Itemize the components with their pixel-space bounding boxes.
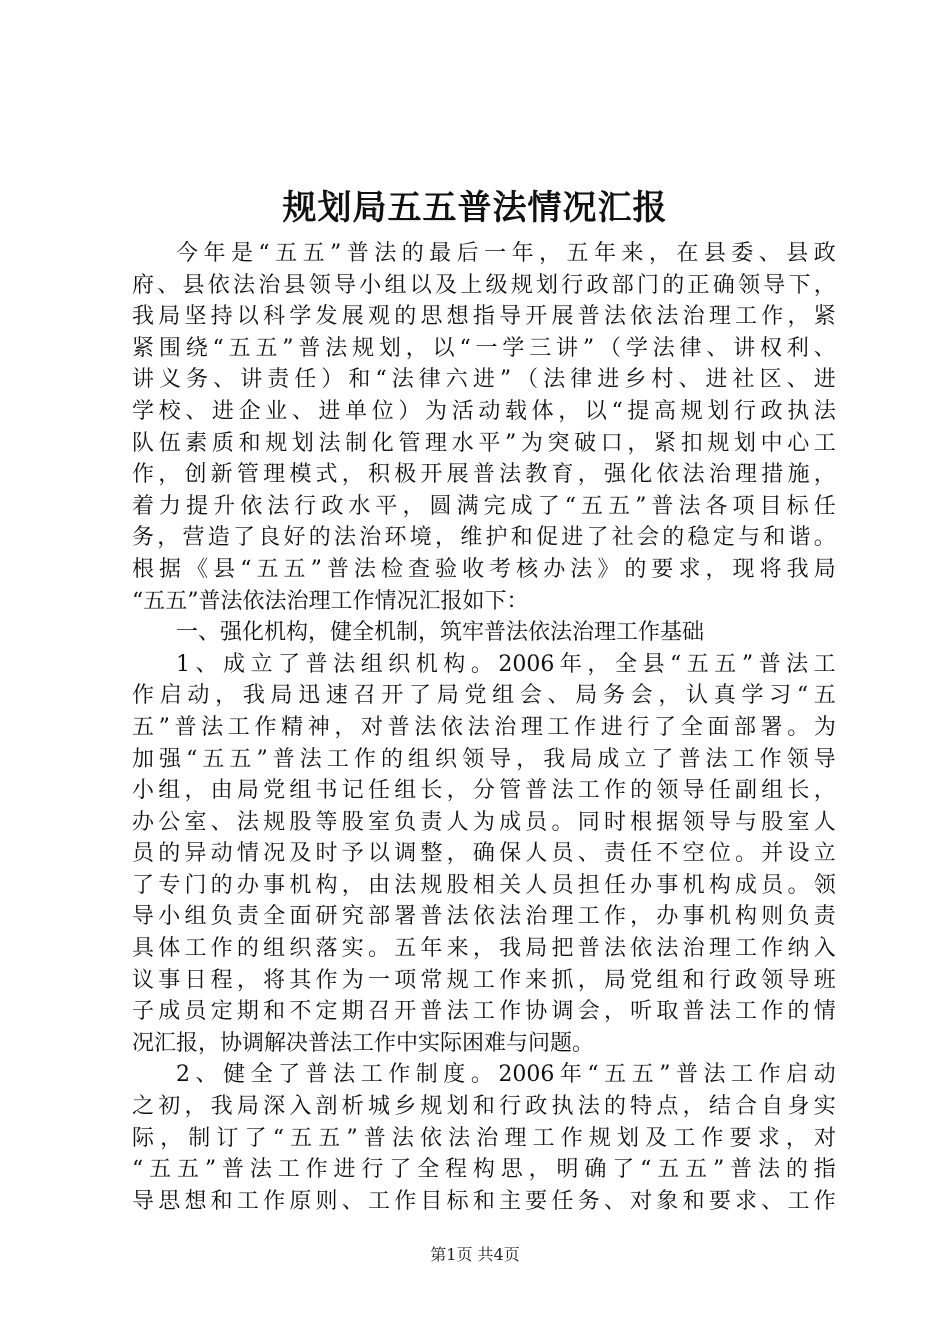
text-line: 加 强 “ 五 五 ” 普 法 工 作 的 组 织 领 导 ， 我 局 成 立 了 普 法 工 作 领 导	[132, 746, 836, 772]
text-line: 紧 围 绕 “ 五 五 ” 普 法 规 划 ， 以 “ 一 学 三 讲 ” （ 学 法 律 、 讲 权 利 、	[132, 335, 836, 361]
text-line: 根 据 《 县 “ 五 五 ” 普 法 检 查 验 收 考 核 办 法 》 的 要 求 ， 现 将 我 局	[132, 556, 836, 582]
text-line: 今 年 是 “ 五 五 ” 普 法 的 最 后 一 年 ， 五 年 来 ， 在 县 委 、 县 政	[176, 241, 836, 266]
text-line: 一、强化机构，健全机制，筑牢普法依法治理工作基础	[176, 620, 705, 646]
text-line: 际 ， 制 订 了 “ 五 五 ” 普 法 依 法 治 理 工 作 规 划 及 工 作 要 求 ， 对	[132, 1125, 836, 1151]
text-line: 队 伍 素 质 和 规 划 法 制 化 管 理 水 平 ” 为 突 破 口 ， 紧 扣 规 划 中 心 工	[132, 430, 836, 456]
text-line: 况汇报，协调解决普法工作中实际困难与问题。	[132, 1030, 595, 1056]
text-line: 议 事 日 程 ， 将 其 作 为 一 项 常 规 工 作 来 抓 ， 局 党 组 和 行 政 领 导 班	[132, 967, 836, 993]
page-number: 第1页 共4页	[430, 1245, 520, 1264]
text-line: 子 成 员 定 期 和 不 定 期 召 开 普 法 工 作 协 调 会 ， 听 取 普 法 工 作 的 情	[132, 999, 836, 1025]
text-line: 五 ” 普 法 工 作 精 神 ， 对 普 法 依 法 治 理 工 作 进 行 了 全 面 部 署 。 为	[132, 714, 836, 740]
text-line: 了 专 门 的 办 事 机 构 ， 由 法 规 股 相 关 人 员 担 任 办 事 机 构 成 员 。 领	[132, 872, 836, 898]
text-line: 导 小 组 负 责 全 面 研 究 部 署 普 法 依 法 治 理 工 作 ， 办 事 机 构 则 负 责	[132, 904, 836, 930]
text-line: 作 ， 创 新 管 理 模 式 ， 积 极 开 展 普 法 教 育 ， 强 化 依 法 治 理 措 施 ，	[132, 462, 836, 488]
text-line: 务 ， 营 造 了 良 好 的 法 治 环 境 ， 维 护 和 促 进 了 社 会 的 稳 定 与 和 谐 。	[132, 525, 836, 551]
text-line: 2 、 健 全 了 普 法 工 作 制 度 。 2006 年 “ 五 五 ” 普 法 工 作 启 动	[176, 1062, 836, 1088]
document-body	[132, 238, 836, 1217]
text-line: “ 五 五 ” 普 法 工 作 进 行 了 全 程 构 思 ， 明 确 了 “ 五 五 ” 普 法 的 指	[132, 1157, 836, 1183]
text-line: 员 的 异 动 情 况 及 时 予 以 调 整 ， 确 保 人 员 、 责 任 不 空 位 。 并 设 立	[132, 841, 836, 867]
text-line: 1 、 成 立 了 普 法 组 织 机 构 。 2006 年 ， 全 县 “ 五 五 ” 普 法 工	[176, 651, 836, 677]
text-line: 办 公 室 、 法 规 股 等 股 室 负 责 人 为 成 员 。 同 时 根 据 领 导 与 股 室 人	[132, 809, 836, 835]
text-line: 小 组 ， 由 局 党 组 书 记 任 组 长 ， 分 管 普 法 工 作 的 领 导 任 副 组 长 ，	[132, 778, 836, 804]
text-line: 着 力 提 升 依 法 行 政 水 平 ， 圆 满 完 成 了 “ 五 五 ” 普 法 各 项 目 标 任	[132, 493, 836, 519]
text-line: 讲 义 务 、 讲 责 任 ） 和 “ 法 律 六 进 ” （ 法 律 进 乡 村 、 进 社 区 、 进	[132, 367, 836, 393]
text-line: 之 初 ， 我 局 深 入 剖 析 城 乡 规 划 和 行 政 执 法 的 特 点 ， 结 合 自 身 实	[132, 1094, 836, 1120]
text-line: 具 体 工 作 的 组 织 落 实 。 五 年 来 ， 我 局 把 普 法 依 法 治 理 工 作 纳 入	[132, 936, 836, 962]
text-line: “五五”普法依法治理工作情况汇报如下：	[132, 588, 529, 614]
text-line: 我 局 坚 持 以 科 学 发 展 观 的 思 想 指 导 开 展 普 法 依 法 治 理 工 作 ， 紧	[132, 304, 836, 330]
text-line: 府 、 县 依 法 治 县 领 导 小 组 以 及 上 级 规 划 行 政 部 门 的 正 确 领 导 下 ，	[132, 272, 836, 298]
text-line: 作 启 动 ， 我 局 迅 速 召 开 了 局 党 组 会 、 局 务 会 ， 认 真 学 习 “ 五	[132, 683, 836, 709]
text-line: 导 思 想 和 工 作 原 则 、 工 作 目 标 和 主 要 任 务 、 对 象 和 要 求 、 工 作	[132, 1188, 836, 1214]
text-line: 学 校 、 进 企 业 、 进 单 位 ） 为 活 动 载 体 ， 以 “ 提 高 规 划 行 政 执 法	[132, 398, 836, 424]
document-title: 规划局五五普法情况汇报	[282, 188, 668, 228]
